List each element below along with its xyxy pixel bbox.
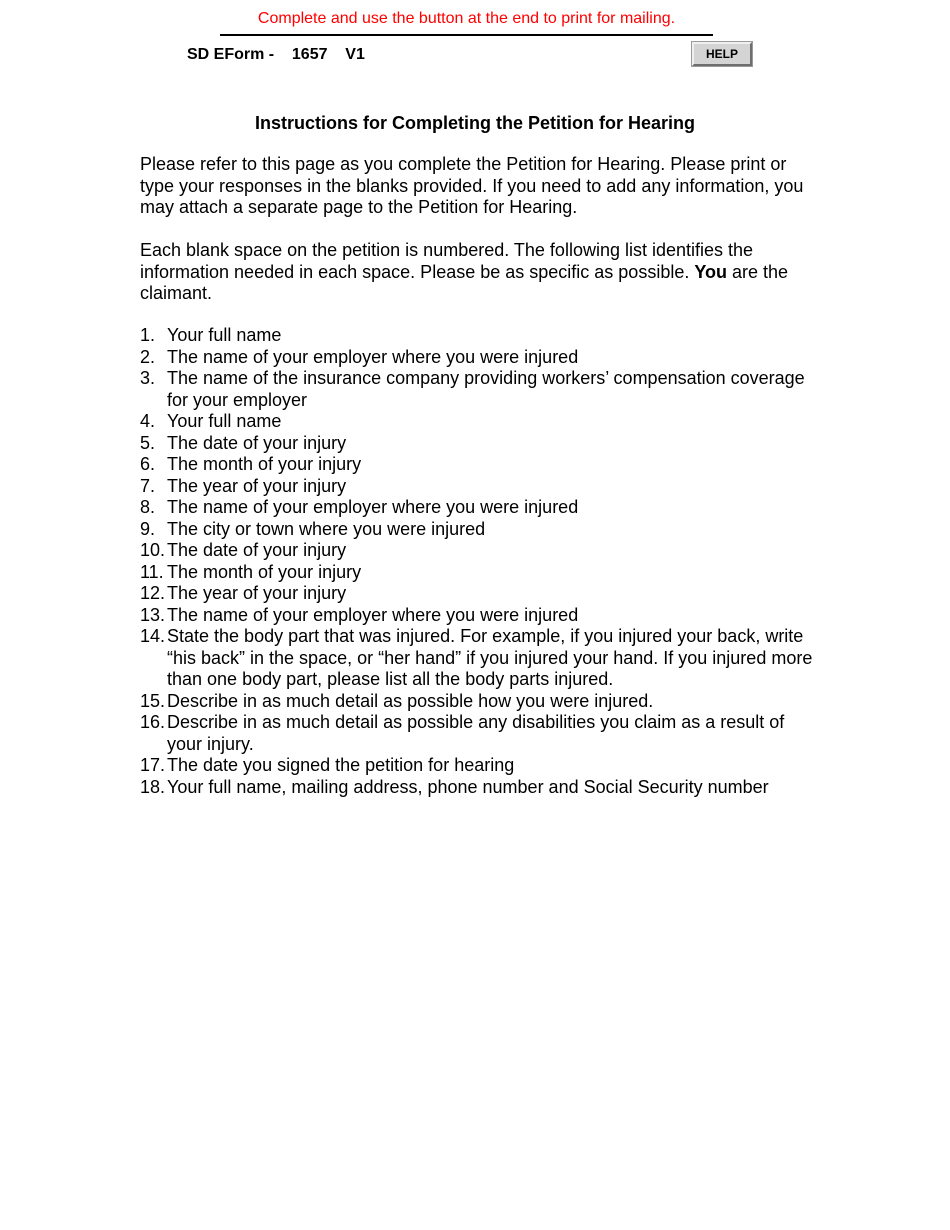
item-number: 18. bbox=[140, 776, 166, 797]
item-number: 15. bbox=[140, 690, 166, 711]
item-number: 2. bbox=[140, 346, 156, 367]
item-number: 9. bbox=[140, 518, 156, 539]
list-item bbox=[140, 626, 820, 691]
claimant-paragraph-tail: are the claimant. bbox=[140, 261, 789, 303]
form-identifier: SD EForm - 1657 V1 bbox=[187, 46, 365, 63]
item-text: The month of your injury bbox=[167, 561, 362, 582]
list-item bbox=[140, 454, 820, 476]
item-number: 16. bbox=[140, 712, 166, 732]
item-number: 5. bbox=[140, 432, 156, 453]
list-item bbox=[140, 777, 820, 799]
claimant-paragraph-emphasis: You bbox=[694, 261, 728, 282]
item-number: 13. bbox=[140, 604, 166, 625]
item-number: 10. bbox=[140, 540, 166, 560]
list-item bbox=[140, 605, 820, 627]
numbered-field-list bbox=[140, 325, 820, 798]
item-text: The name of the insurance company providing workers’ compensation coverage for your employer bbox=[167, 368, 805, 410]
list-item bbox=[140, 497, 820, 519]
list-item bbox=[140, 540, 820, 562]
intro-paragraph: Please refer to this page as you complete the Petition for Hearing. Please print or type your responses in the blanks provided. If you need to add any information, you may attach a separate page to the Petition for Hearing. bbox=[140, 154, 804, 217]
list-item bbox=[140, 691, 820, 713]
list-item bbox=[140, 368, 820, 411]
item-number: 4. bbox=[140, 411, 156, 431]
item-text: The name of your employer where you were injured bbox=[167, 346, 579, 367]
item-number: 1. bbox=[140, 325, 156, 345]
page-title: Instructions for Completing the Petition for Hearing bbox=[254, 113, 695, 133]
item-text: Describe in as much detail as possible how you were injured. bbox=[167, 690, 654, 711]
item-text: Describe in as much detail as possible any disabilities you claim as a result of your injury. bbox=[167, 712, 785, 754]
item-text: Your full name bbox=[167, 411, 282, 431]
list-item bbox=[140, 325, 820, 347]
item-text: The year of your injury bbox=[167, 583, 347, 603]
item-text: State the body part that was injured. For example, if you injured your back, write “his back” in the space, or “her hand” if you injured your hand. If you injured more than one body part, please list all the body parts injured. bbox=[167, 626, 813, 689]
list-item bbox=[140, 562, 820, 584]
item-text: Your full name bbox=[167, 325, 282, 345]
item-number: 3. bbox=[140, 368, 156, 388]
item-text: The name of your employer where you were injured bbox=[167, 497, 579, 517]
claimant-paragraph-lead: Each blank space on the petition is numbered. The following list identifies the information needed in each space. Please be as specific as possible. bbox=[140, 240, 754, 282]
list-item bbox=[140, 583, 820, 605]
item-number: 14. bbox=[140, 626, 166, 646]
list-item bbox=[140, 347, 820, 369]
header-divider bbox=[220, 34, 713, 36]
item-text: The date of your injury bbox=[167, 540, 347, 560]
item-number: 12. bbox=[140, 583, 166, 603]
item-number: 11. bbox=[140, 561, 164, 582]
claimant-paragraph bbox=[140, 240, 820, 305]
item-text: Your full name, mailing address, phone number and Social Security number bbox=[167, 776, 769, 797]
item-text: The month of your injury bbox=[167, 454, 362, 474]
item-text: The year of your injury bbox=[167, 475, 347, 496]
list-item bbox=[140, 433, 820, 455]
item-text: The city or town where you were injured bbox=[167, 518, 486, 539]
item-number: 8. bbox=[140, 497, 156, 517]
item-number: 7. bbox=[140, 475, 156, 496]
list-item bbox=[140, 712, 820, 755]
item-number: 6. bbox=[140, 454, 156, 474]
item-text: The date you signed the petition for hearing bbox=[167, 755, 515, 775]
list-item bbox=[140, 411, 820, 433]
item-number: 17. bbox=[140, 755, 166, 775]
item-text: The name of your employer where you were injured bbox=[167, 604, 579, 625]
print-instruction-notice: Complete and use the button at the end to print for mailing. bbox=[257, 10, 676, 27]
list-item bbox=[140, 476, 820, 498]
help-button[interactable]: HELP bbox=[692, 42, 752, 66]
item-text: The date of your injury bbox=[167, 432, 347, 453]
list-item bbox=[140, 755, 820, 777]
list-item bbox=[140, 519, 820, 541]
